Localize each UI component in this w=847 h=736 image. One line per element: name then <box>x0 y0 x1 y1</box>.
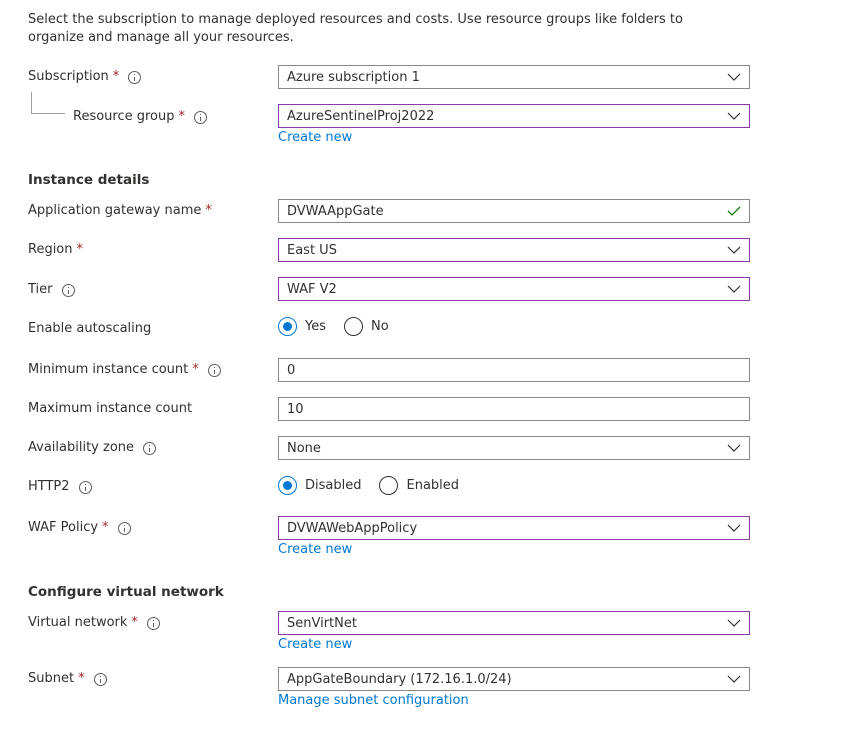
gateway-name-value: DVWAAppGate <box>287 203 384 219</box>
min-count-label-row <box>28 360 221 380</box>
subnet-label-row <box>28 669 107 689</box>
required-marker: * <box>112 69 120 84</box>
chevron-down-icon <box>719 437 749 459</box>
resource-group-dropdown[interactable] <box>278 104 750 128</box>
http2-disabled-label[interactable]: Disabled <box>305 477 362 493</box>
chevron-down-icon <box>719 517 749 539</box>
required-marker: * <box>178 109 186 124</box>
tree-connector <box>31 113 65 114</box>
http2-label-row <box>28 477 92 497</box>
info-icon[interactable] <box>143 442 156 455</box>
chevron-down-icon <box>719 239 749 261</box>
availability-zone-dropdown[interactable] <box>278 436 750 460</box>
min-count-label: Minimum instance count <box>28 362 189 377</box>
availability-zone-label: Availability zone <box>28 440 135 455</box>
autoscaling-radio-group <box>278 315 407 337</box>
http2-radio-group <box>278 474 477 496</box>
resource-group-create-new-link[interactable]: Create new <box>278 130 353 145</box>
waf-policy-create-new-link[interactable]: Create new <box>278 542 353 557</box>
info-icon[interactable] <box>62 284 75 297</box>
info-icon[interactable] <box>94 673 107 686</box>
checkmark-icon <box>719 200 749 222</box>
resource-group-label-row <box>73 107 207 127</box>
virtual-network-heading: Configure virtual network <box>28 584 224 600</box>
max-count-input[interactable] <box>278 397 750 421</box>
resource-group-label: Resource group <box>73 109 175 124</box>
vnet-label-row <box>28 613 160 633</box>
required-marker: * <box>205 203 212 218</box>
required-marker: * <box>76 242 84 257</box>
instance-details-heading: Instance details <box>28 172 150 188</box>
max-count-value: 10 <box>287 401 304 417</box>
required-marker: * <box>78 671 85 686</box>
tier-value: WAF V2 <box>287 281 337 297</box>
waf-policy-value: DVWAWebAppPolicy <box>287 520 418 536</box>
manage-subnet-link[interactable]: Manage subnet configuration <box>278 693 469 708</box>
required-marker: * <box>102 520 109 535</box>
autoscaling-yes-label[interactable]: Yes <box>305 318 326 334</box>
info-icon[interactable] <box>118 522 131 535</box>
availability-zone-label-row <box>28 438 156 458</box>
intro-text: Select the subscription to manage deployed resources and costs. Use resource groups like folders to organize and manage all your resources. <box>28 12 683 45</box>
vnet-dropdown[interactable] <box>278 611 750 635</box>
subscription-value: Azure subscription 1 <box>287 69 420 85</box>
subnet-value: AppGateBoundary (172.16.1.0/24) <box>287 671 512 687</box>
http2-disabled-radio[interactable] <box>278 476 297 495</box>
min-count-input[interactable] <box>278 358 750 382</box>
availability-zone-value: None <box>287 440 321 456</box>
autoscaling-yes-radio[interactable] <box>278 317 297 336</box>
required-marker: * <box>192 362 199 377</box>
chevron-down-icon <box>719 668 749 690</box>
subnet-label: Subnet <box>28 671 75 686</box>
gateway-name-input[interactable] <box>278 199 750 223</box>
waf-policy-label: WAF Policy <box>28 520 99 535</box>
autoscaling-label: Enable autoscaling <box>28 321 152 336</box>
autoscaling-no-radio[interactable] <box>344 317 363 336</box>
chevron-down-icon <box>719 612 749 634</box>
vnet-create-new-link[interactable]: Create new <box>278 637 353 652</box>
tier-label: Tier <box>28 282 53 297</box>
subnet-dropdown[interactable] <box>278 667 750 691</box>
required-marker: * <box>131 615 138 630</box>
max-count-label-row <box>28 399 192 419</box>
gateway-name-label-row <box>28 201 212 221</box>
region-dropdown[interactable] <box>278 238 750 262</box>
waf-policy-label-row <box>28 518 131 538</box>
region-value: East US <box>287 242 337 258</box>
region-label-row <box>28 240 83 260</box>
vnet-value: SenVirtNet <box>287 615 357 631</box>
region-label: Region <box>28 242 73 257</box>
http2-enabled-radio[interactable] <box>379 476 398 495</box>
resource-group-value: AzureSentinelProj2022 <box>287 108 435 124</box>
waf-policy-dropdown[interactable] <box>278 516 750 540</box>
tier-label-row <box>28 280 75 300</box>
chevron-down-icon <box>719 105 749 127</box>
info-icon[interactable] <box>208 364 221 377</box>
http2-label: HTTP2 <box>28 479 70 494</box>
info-icon[interactable] <box>194 111 207 124</box>
subscription-dropdown[interactable] <box>278 65 750 89</box>
chevron-down-icon <box>719 66 749 88</box>
autoscaling-label-row <box>28 319 151 339</box>
max-count-label: Maximum instance count <box>28 401 193 416</box>
vnet-label: Virtual network <box>28 615 128 630</box>
chevron-down-icon <box>719 278 749 300</box>
gateway-name-label: Application gateway name <box>28 203 202 218</box>
info-icon[interactable] <box>128 71 141 84</box>
tier-dropdown[interactable] <box>278 277 750 301</box>
subscription-label-row <box>28 67 141 87</box>
info-icon[interactable] <box>79 481 92 494</box>
tree-connector <box>31 92 32 113</box>
min-count-value: 0 <box>287 362 296 378</box>
autoscaling-no-label[interactable]: No <box>371 318 389 334</box>
subscription-label: Subscription <box>28 69 109 84</box>
info-icon[interactable] <box>147 617 160 630</box>
http2-enabled-label[interactable]: Enabled <box>406 477 460 493</box>
